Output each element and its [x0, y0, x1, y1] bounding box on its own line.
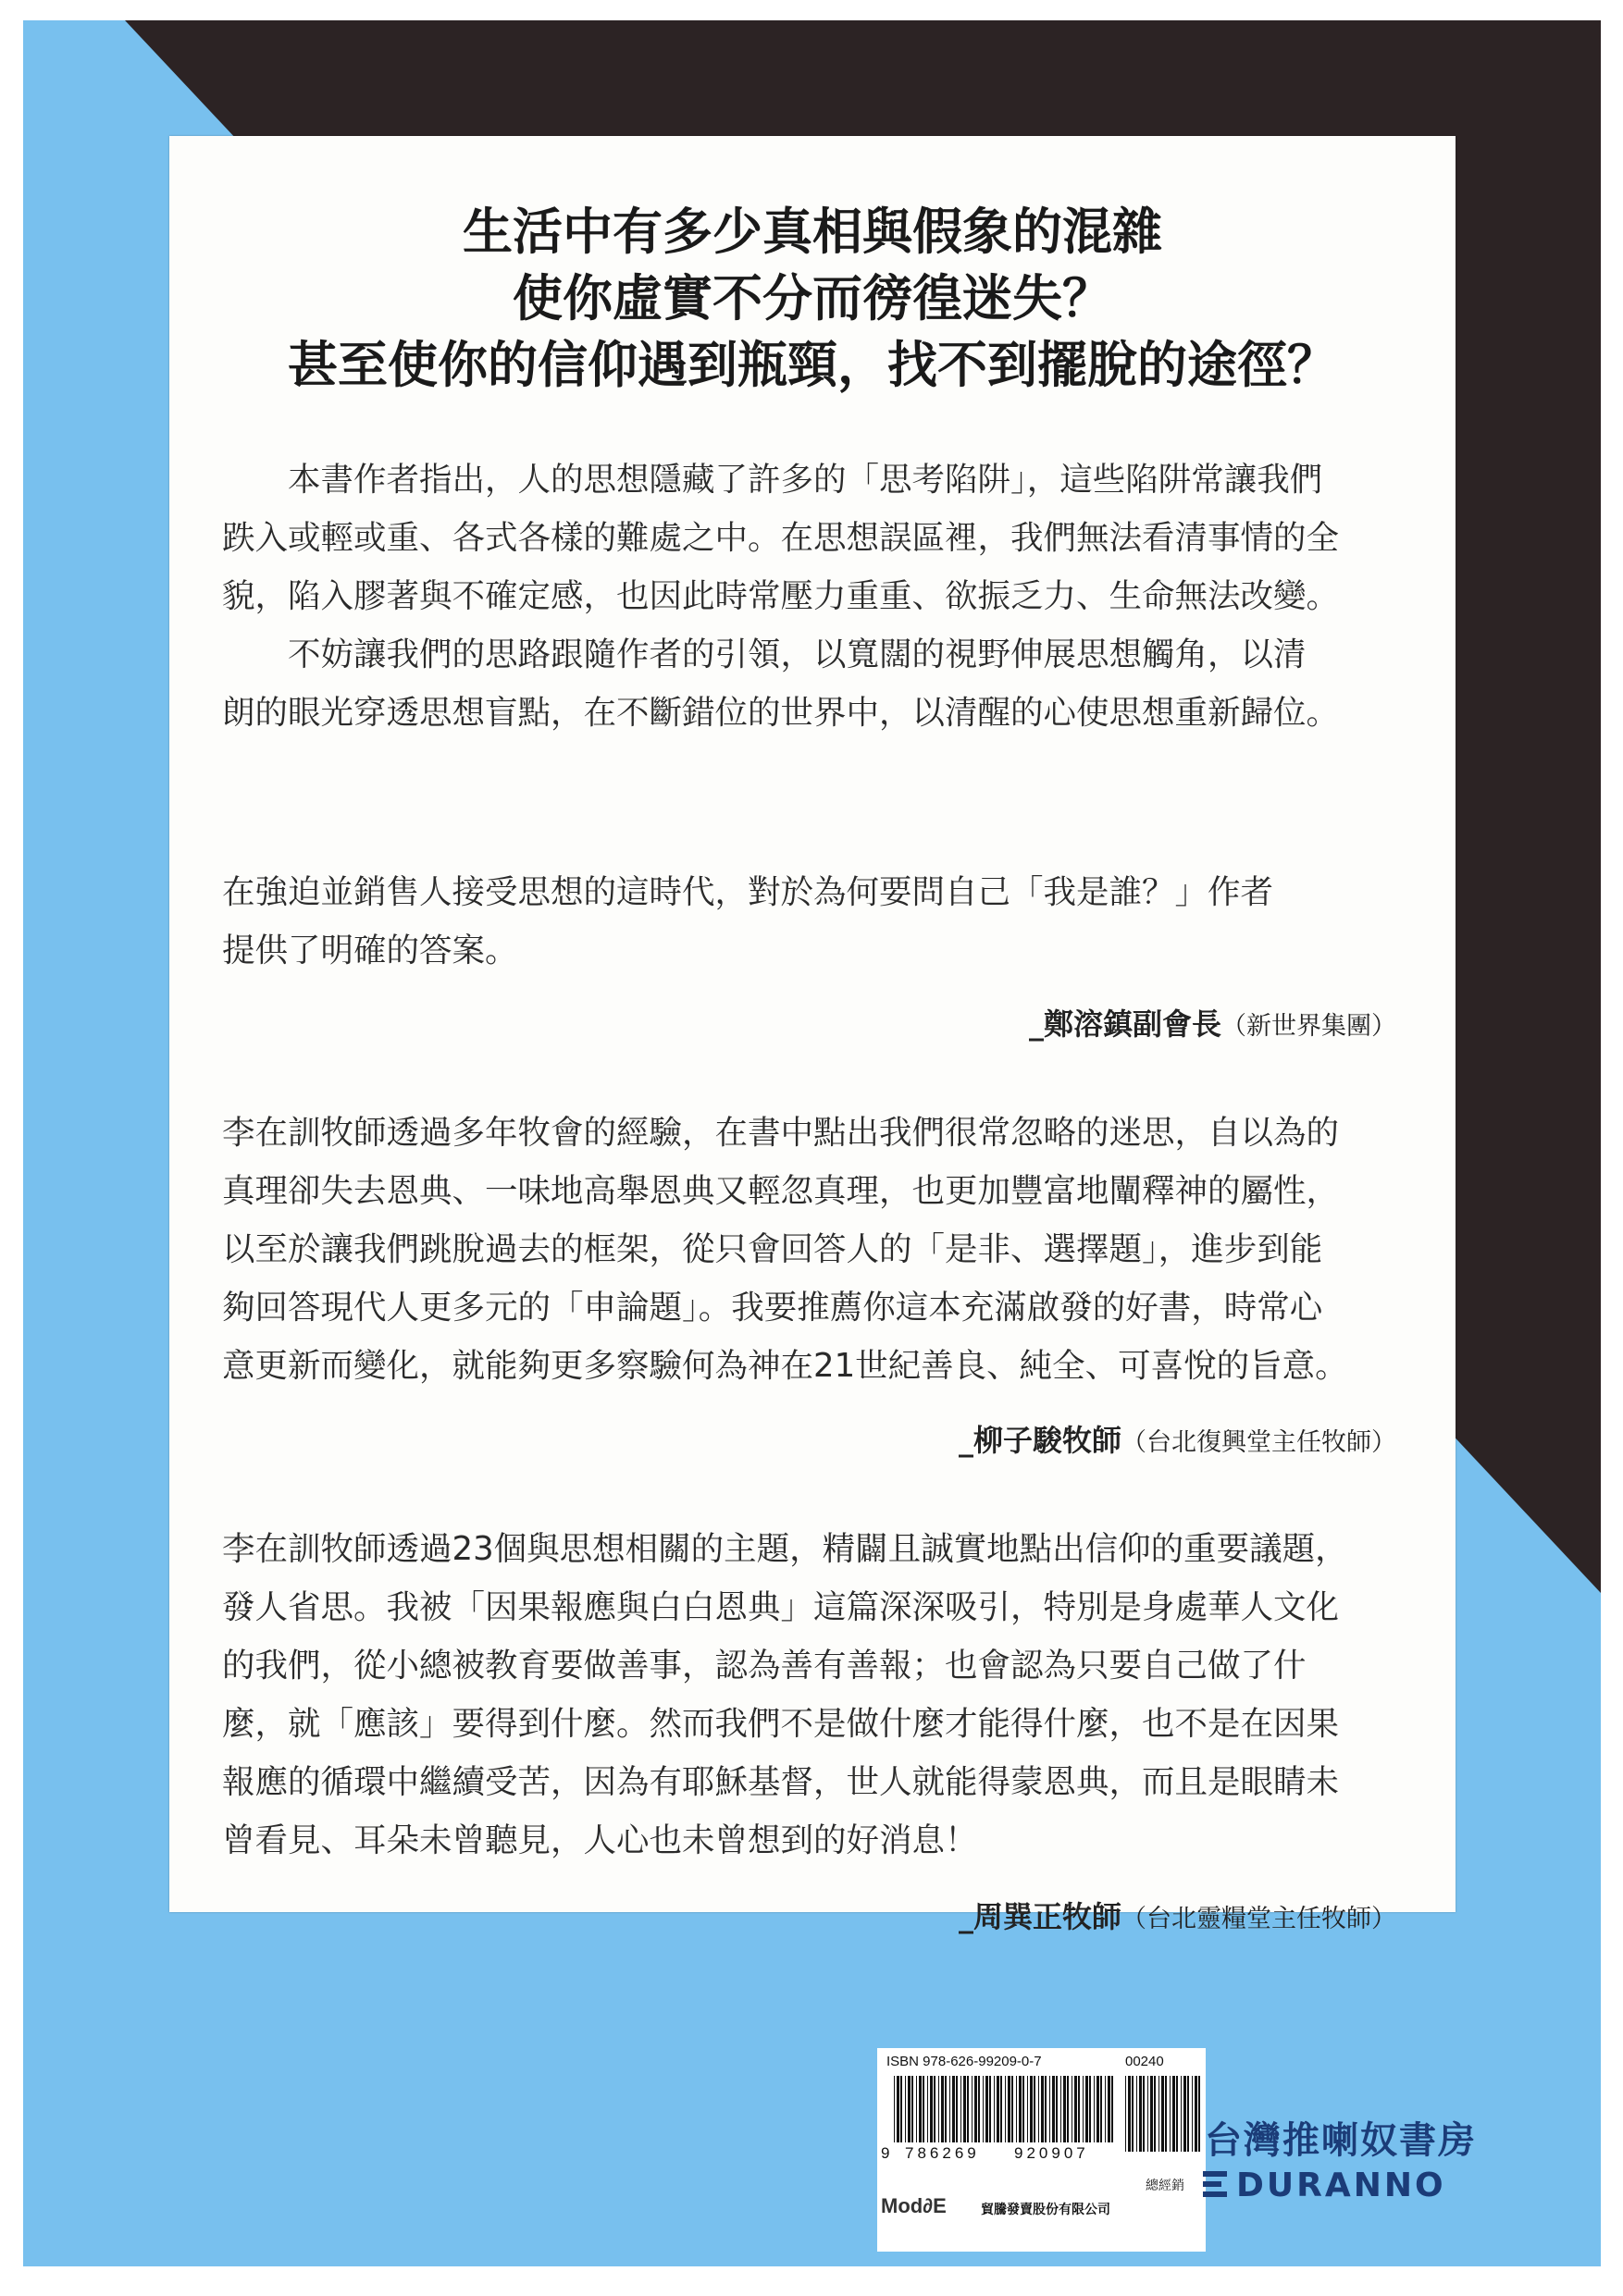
barcode-bar	[1056, 2076, 1058, 2142]
barcode-bar	[1158, 2076, 1159, 2152]
duranno-logo	[1203, 2166, 1446, 2204]
price-code: 00240	[1125, 2054, 1164, 2069]
barcode-bar	[941, 2076, 944, 2142]
barcode-bar	[1136, 2076, 1137, 2152]
barcode-bar	[1195, 2076, 1197, 2152]
barcode-bar	[1176, 2076, 1178, 2152]
barcode-digits-right: 920907	[1014, 2144, 1089, 2162]
barcode-bar	[1100, 2076, 1102, 2142]
barcode-bar	[1067, 2076, 1069, 2142]
barcode-panel	[877, 2048, 1206, 2252]
barcode-bar	[1030, 2076, 1033, 2142]
endorsement-2-line: 李在訓牧師透過多年牧會的經驗，在書中點出我們很常忽略的迷思，自以為的	[222, 1114, 1340, 1152]
barcode-bar	[1147, 2076, 1148, 2152]
endorsement-3-line: 的我們，從小總被教育要做善事，認為善有善報；也會認為只要自己做了什	[222, 1647, 1307, 1685]
barcode-bar	[1132, 2076, 1134, 2152]
barcode-bar	[1038, 2076, 1039, 2142]
endorser-name: _周巽正牧師	[958, 1899, 1121, 1934]
barcode-bar	[1078, 2076, 1080, 2142]
distributor-logo: Mod∂E	[881, 2194, 947, 2217]
barcode-bar	[1022, 2076, 1024, 2142]
barcode-digit-lead: 9	[881, 2144, 890, 2162]
barcode-bar	[972, 2076, 973, 2142]
intro-line: 朗的眼光穿透思想盲點，在不斷錯位的世界中，以清醒的心使思想重新歸位。	[222, 694, 1340, 732]
barcode-bar	[1108, 2076, 1110, 2142]
barcode-bar	[974, 2076, 977, 2142]
intro-line: 不妨讓我們的思路跟隨作者的引領，以寬闊的視野伸展思想觸角，以清	[222, 636, 1307, 673]
endorsement-1-line: 在強迫並銷售人接受思想的這時代，對於為何要問自己「我是誰？」作者	[222, 873, 1274, 911]
endorsement-3-line: 曾看見、耳朵未曾聽見，人心也未曾想到的好消息！	[222, 1821, 978, 1859]
barcode-bar	[985, 2076, 988, 2142]
barcode-bar	[949, 2076, 950, 2142]
barcode-bar	[1139, 2076, 1142, 2152]
endorsement-1-signature	[1029, 1001, 1396, 1043]
barcode-bar	[989, 2076, 991, 2142]
barcode-bar	[927, 2076, 928, 2142]
barcode-bar	[1041, 2076, 1044, 2142]
barcode-bar	[978, 2076, 980, 2142]
barcode-bar	[1172, 2076, 1175, 2152]
barcode-bar	[1165, 2076, 1167, 2152]
barcode-bar	[938, 2076, 939, 2142]
headline-line-2: 使你虛實不分而徬徨迷失？	[513, 268, 1112, 327]
barcode-bar	[1027, 2076, 1028, 2142]
barcode-bar	[967, 2076, 969, 2142]
barcode-bar	[1111, 2076, 1113, 2142]
barcode-bar	[905, 2076, 906, 2142]
barcode-bar	[1016, 2076, 1017, 2142]
barcode-bar	[1045, 2076, 1047, 2142]
barcode-bar	[923, 2076, 924, 2142]
barcode-bar	[1052, 2076, 1055, 2142]
barcode-bar	[1125, 2076, 1126, 2152]
barcode-bar	[1170, 2076, 1171, 2152]
isbn-text: ISBN 978-626-99209-0-7	[886, 2054, 1042, 2069]
endorsement-3-line: 李在訓牧師透過23個與思想相關的主題，精闢且誠實地點出信仰的重要議題，	[222, 1530, 1348, 1568]
barcode-bar	[930, 2076, 933, 2142]
barcode-bar	[1000, 2076, 1002, 2142]
barcode-bar	[1096, 2076, 1099, 2142]
barcode-bar	[997, 2076, 999, 2142]
headline-line-3: 甚至使你的信仰遇到瓶頸，找不到擺脫的途徑？	[288, 335, 1337, 394]
barcode-bar	[897, 2076, 899, 2142]
endorser-name: _柳子駿牧師	[958, 1423, 1121, 1458]
barcode-bar	[1085, 2076, 1088, 2142]
duranno-logo-text: DURANNO	[1236, 2166, 1446, 2204]
barcode-bar	[1154, 2076, 1156, 2152]
barcode-bar	[1181, 2076, 1182, 2152]
barcode-bar	[1019, 2076, 1022, 2142]
barcode-bar	[934, 2076, 935, 2142]
barcode-bar	[1094, 2076, 1095, 2142]
endorsement-3-line: 報應的循環中繼續受苦，因為有耶穌基督，世人就能得蒙恩典，而且是眼睛未	[222, 1763, 1340, 1801]
barcode-bar	[1011, 2076, 1013, 2142]
publisher-name: 台灣推喇奴書房	[1205, 2118, 1477, 2162]
headline-line-1: 生活中有多少真相與假象的混雜	[463, 202, 1162, 261]
endorser-role: （台北靈糧堂主任牧師）	[1121, 1905, 1396, 1933]
barcode-bar	[1089, 2076, 1091, 2142]
endorsement-2-line: 夠回答現代人更多元的「申論題」。我要推薦你這本充滿啟發的好書，時常心	[222, 1289, 1323, 1327]
endorsement-3-line: 麼，就「應該」要得到什麼。然而我們不是做什麼才能得什麼，也不是在因果	[222, 1705, 1340, 1743]
barcode-bar	[1005, 2076, 1006, 2142]
barcode-bar	[1049, 2076, 1050, 2142]
endorser-role: （台北復興堂主任牧師）	[1121, 1428, 1396, 1457]
barcode-bar	[916, 2076, 917, 2142]
distributor-label: 總經銷	[1146, 2179, 1184, 2193]
price-addon-barcode	[1125, 2076, 1201, 2152]
intro-line: 貌，陷入膠著與不確定感，也因此時常壓力重重、欲振乏力、生命無法改變。	[222, 577, 1340, 615]
distributor-name: 貿騰發賣股份有限公司	[981, 2203, 1110, 2217]
endorsement-2-line: 意更新而變化，就能夠更多察驗何為神在21世紀善良、純全、可喜悅的旨意。	[222, 1347, 1348, 1385]
barcode-bar	[956, 2076, 958, 2142]
barcode-bar	[894, 2076, 895, 2142]
intro-line: 跌入或輕或重、各式各樣的難處之中。在思想誤區裡，我們無法看清事情的全	[222, 519, 1340, 557]
endorsement-2-line: 真理卻失去恩典、一味地高舉恩典又輕忽真理，也更加豐富地闡釋神的屬性，	[222, 1172, 1340, 1210]
barcode-bar	[1198, 2076, 1200, 2152]
text-panel	[169, 136, 1456, 1934]
barcode-bar	[945, 2076, 947, 2142]
barcode-bar	[1183, 2076, 1186, 2152]
barcode-bar	[1060, 2076, 1061, 2142]
barcode-bar	[919, 2076, 922, 2142]
barcode-bar	[1034, 2076, 1035, 2142]
barcode-bar	[1105, 2076, 1106, 2142]
barcode-bar	[1161, 2076, 1164, 2152]
barcode-bar	[900, 2076, 902, 2142]
barcode-bar	[1128, 2076, 1131, 2152]
barcode-bar	[1074, 2076, 1077, 2142]
barcode-bar	[1008, 2076, 1010, 2142]
barcode-bar	[963, 2076, 966, 2142]
endorser-name: _鄭溶鎮副會長	[1028, 1006, 1221, 1042]
barcode-bar	[1083, 2076, 1084, 2142]
barcode-bar	[1063, 2076, 1066, 2142]
isbn-barcode	[894, 2076, 1116, 2142]
barcode-bar	[1192, 2076, 1193, 2152]
barcode-bar	[960, 2076, 961, 2142]
barcode-bar	[983, 2076, 984, 2142]
barcode-bar	[1187, 2076, 1189, 2152]
endorsement-3-signature	[959, 1894, 1396, 1936]
endorsement-3-line: 發人省思。我被「因果報應與白白恩典」這篇深深吸引，特別是身處華人文化	[222, 1588, 1340, 1626]
barcode-bar	[994, 2076, 995, 2142]
barcode-digits-left: 786269	[905, 2144, 980, 2162]
barcode-bar	[911, 2076, 913, 2142]
endorsement-1-line: 提供了明確的答案。	[222, 932, 518, 969]
duranno-mark-icon	[1203, 2171, 1231, 2199]
endorsement-2-line: 以至於讓我們跳脫過去的框架，從只會回答人的「是非、選擇題」，進步到能	[222, 1230, 1323, 1268]
endorser-role: （新世界集團）	[1221, 1012, 1396, 1041]
intro-line: 本書作者指出，人的思想隱藏了許多的「思考陷阱」，這些陷阱常讓我們	[222, 461, 1323, 499]
barcode-bar	[908, 2076, 911, 2142]
endorsement-2-signature	[959, 1417, 1396, 1460]
book-back-cover	[23, 20, 1601, 2266]
barcode-bar	[1143, 2076, 1145, 2152]
barcode-bar	[952, 2076, 955, 2142]
barcode-bar	[1150, 2076, 1153, 2152]
